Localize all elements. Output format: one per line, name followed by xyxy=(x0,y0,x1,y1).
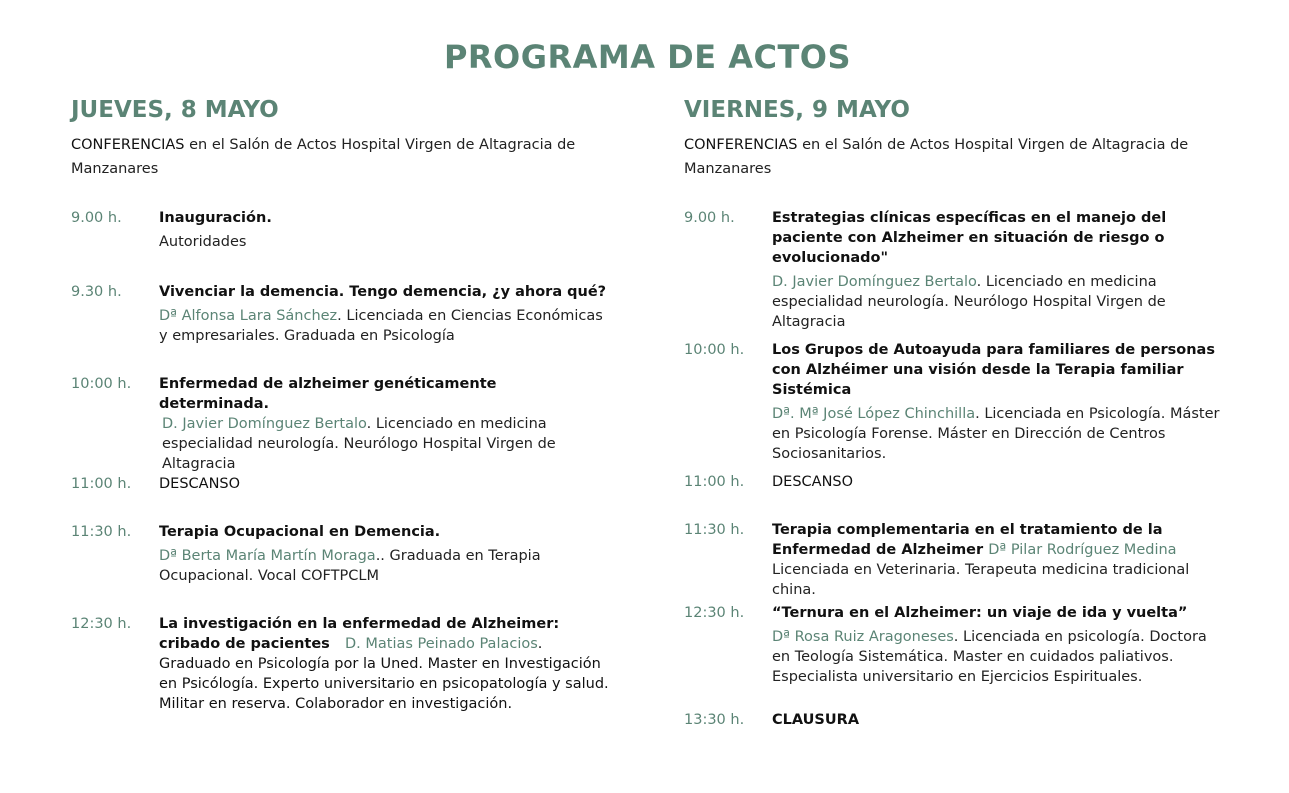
event-time: 11:30 h. xyxy=(684,522,745,538)
speaker-name: Dª Alfonsa Lara Sánchez xyxy=(159,308,338,324)
event-time: 12:30 h. xyxy=(71,616,132,632)
event-time: 9.00 h. xyxy=(71,210,122,226)
event-body xyxy=(159,474,609,494)
event-title xyxy=(772,520,1222,560)
event-time: 10:00 h. xyxy=(71,376,132,392)
event-title: Inauguración. xyxy=(159,210,272,226)
speaker-bio: . Licenciado en medicina especialidad neurología. Neurólogo Hospital Virgen de Altagracia xyxy=(772,274,1166,330)
event-body xyxy=(772,340,1222,464)
event-time: 12:30 h. xyxy=(684,605,745,621)
event-desc xyxy=(772,272,1222,332)
speaker-name: Dª Rosa Ruiz Aragoneses xyxy=(772,629,954,645)
speaker-bio: . Licenciada en psicología. Doctora en Teología Sistemática. Master en cuidados paliativos. Especialista universitario en Ejercicios Espirituales. xyxy=(772,629,1207,685)
event-title: DESCANSO xyxy=(772,474,854,490)
event-title-text: La investigación en la enfermedad de Alzheimer: cribado de pacientes xyxy=(159,616,560,652)
event-title: Enfermedad de alzheimer genéticamente determinada. xyxy=(159,376,497,412)
intro-label: CONFERENCIAS xyxy=(71,137,185,153)
event-desc xyxy=(772,627,1222,687)
event-title: Terapia Ocupacional en Demencia. xyxy=(159,524,441,540)
event-time: 11:30 h. xyxy=(71,524,132,540)
event-time: 11:00 h. xyxy=(684,474,745,490)
speaker-bio: . Licenciada en Ciencias Económicas y empresariales. Graduada en Psicología xyxy=(159,308,603,344)
speaker-bio: .. Graduada en Terapia Ocupacional. Vocal COFTPCLM xyxy=(159,548,541,584)
event-title: CLAUSURA xyxy=(772,712,860,728)
speaker-bio: . Graduado en Psicología por la Uned. Master en Investigación en Psicólogía. Experto universitario en psicopatología y salud. Militar en reserva. Colaborador en investigación. xyxy=(159,636,609,712)
speaker-bio: . Licenciado en medicina especialidad neurología. Neurólogo Hospital Virgen de Altagracia xyxy=(162,416,556,472)
event-title: “Ternura en el Alzheimer: un viaje de ida y vuelta” xyxy=(772,605,1188,621)
event-desc: Licenciada en Veterinaria. Terapeuta medicina tradicional china. xyxy=(772,562,1190,598)
event-body xyxy=(772,472,1222,492)
speaker-name: D. Matias Peinado Palacios xyxy=(344,636,538,652)
event-time: 10:00 h. xyxy=(684,342,745,358)
intro-thursday xyxy=(71,133,611,181)
speaker-name: D. Javier Domínguez Bertalo xyxy=(162,416,367,432)
event-desc xyxy=(159,306,609,346)
event-body xyxy=(159,522,609,586)
speaker-name: Dª. Mª José López Chinchilla xyxy=(772,406,976,422)
event-body xyxy=(772,208,1222,332)
event-title: DESCANSO xyxy=(159,476,241,492)
speaker-name: Dª Pilar Rodríguez Medina xyxy=(988,542,1177,558)
speaker-name: Dª Berta María Martín Moraga xyxy=(159,548,376,564)
event-time: 9.30 h. xyxy=(71,284,122,300)
friday-column xyxy=(684,96,1244,728)
event-title: Los Grupos de Autoayuda para familiares de personas con Alzhéimer una visión desde la Terapia familiar Sistémica xyxy=(772,342,1215,398)
day-heading-friday: VIERNES, 9 MAYO xyxy=(684,97,910,123)
page-title: PROGRAMA DE ACTOS xyxy=(443,38,852,76)
event-title: Estrategias clínicas específicas en el manejo del paciente con Alzheimer en situación de riesgo o evolucionado" xyxy=(772,210,1167,266)
event-body xyxy=(159,282,609,346)
event-body xyxy=(772,710,1222,730)
event-desc xyxy=(772,404,1222,464)
intro-friday xyxy=(684,133,1224,181)
speaker-name: D. Javier Domínguez Bertalo xyxy=(772,274,977,290)
speaker-bio: . Licenciada en Psicología. Máster en Psicología Forense. Máster en Dirección de Centros Sociosanitarios. xyxy=(772,406,1220,462)
intro-label: CONFERENCIAS xyxy=(684,137,798,153)
event-body xyxy=(159,208,609,252)
event-title-text: Terapia complementaria en el tratamiento de la Enfermedad de Alzheimer xyxy=(772,522,1163,558)
event-desc: Autoridades xyxy=(159,234,247,250)
event-title xyxy=(159,614,609,714)
day-heading-thursday: JUEVES, 8 MAYO xyxy=(71,97,279,123)
thursday-column xyxy=(71,96,631,712)
event-body xyxy=(772,603,1222,687)
intro-text: en el Salón de Actos Hospital Virgen de Altagracia de Manzanares xyxy=(684,137,1189,177)
event-body xyxy=(772,520,1222,600)
event-desc xyxy=(159,414,609,474)
event-body xyxy=(159,374,609,474)
event-desc xyxy=(159,546,609,586)
event-time: 11:00 h. xyxy=(71,476,132,492)
event-body xyxy=(159,614,609,714)
event-title: Vivenciar la demencia. Tengo demencia, ¿y ahora qué? xyxy=(159,284,607,300)
event-time: 9.00 h. xyxy=(684,210,735,226)
intro-text: en el Salón de Actos Hospital Virgen de Altagracia de Manzanares xyxy=(71,137,576,177)
event-time: 13:30 h. xyxy=(684,712,745,728)
